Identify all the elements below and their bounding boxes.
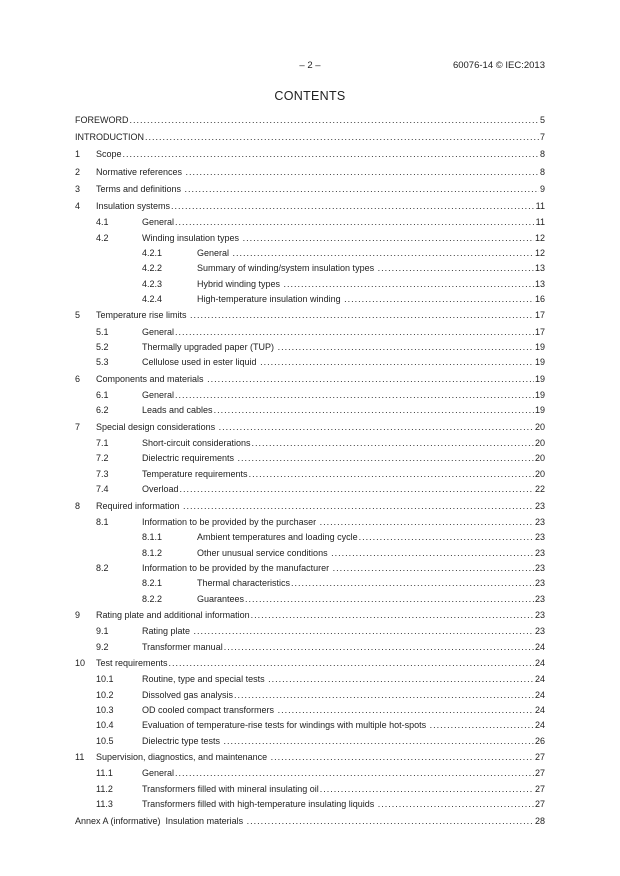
toc-entry-page: 19	[534, 405, 545, 416]
toc-entry-page: 23	[534, 578, 545, 589]
toc-entry[interactable]	[75, 112, 545, 129]
toc-entry[interactable]	[75, 292, 545, 307]
dot-leader	[234, 688, 534, 703]
toc-entry-page: 7	[539, 132, 545, 143]
toc-entry-title: Guarantees	[197, 593, 245, 604]
toc-entry-number: 10.3	[96, 705, 114, 716]
toc-entry-number: 8.2.1	[142, 578, 163, 589]
toc-entry-number: 7	[75, 421, 81, 432]
toc-entry[interactable]	[75, 129, 545, 146]
toc-entry-number: 7.1	[96, 437, 109, 448]
toc-entry-title: Other unusual service conditions	[197, 547, 331, 558]
toc-entry-title: Supervision, diagnostics, and maintenance	[96, 752, 270, 763]
toc-entry[interactable]	[75, 530, 545, 545]
toc-entry-number: 10.2	[96, 689, 114, 700]
dot-leader	[219, 419, 534, 436]
toc-entry-title: General	[197, 247, 232, 258]
toc-entry-page: 27	[534, 783, 545, 794]
page-title: CONTENTS	[274, 89, 346, 103]
toc-entry-title: Short-circuit considerations	[142, 437, 251, 448]
dot-leader	[224, 640, 534, 655]
dot-leader	[175, 388, 534, 403]
toc-entry-page: 23	[534, 516, 545, 527]
toc-entry[interactable]	[75, 561, 545, 576]
toc-entry-number: 7.2	[96, 453, 109, 464]
toc-entry-page: 23	[534, 532, 545, 543]
toc-entry-number: 4.2.2	[142, 263, 163, 274]
dot-leader	[291, 576, 534, 591]
toc-entry[interactable]	[75, 766, 545, 781]
dot-leader	[185, 181, 539, 198]
toc-entry-page: 24	[534, 658, 545, 669]
toc-entry-page: 27	[534, 768, 545, 779]
toc-entry-title: Cellulose used in ester liquid	[142, 357, 260, 368]
toc-entry-page: 19	[534, 342, 545, 353]
toc-entry-title: Normative references	[96, 166, 185, 177]
toc-entry-page: 20	[534, 453, 545, 464]
toc-entry-title: Required information	[96, 500, 183, 511]
toc-entry-title: Information to be provided by the manufacturer	[142, 562, 332, 573]
toc-entry-title: Test requirements	[96, 658, 168, 669]
toc-entry-title: Temperature requirements	[142, 468, 248, 479]
dot-leader	[359, 530, 534, 545]
toc-entry[interactable]	[75, 672, 545, 687]
dot-leader	[175, 325, 534, 340]
dot-leader	[130, 112, 539, 129]
toc-entry[interactable]	[75, 592, 545, 607]
toc-entry[interactable]	[75, 624, 545, 639]
toc-entry-title: Transformers filled with mineral insulating oil	[142, 783, 319, 794]
toc-entry-number: 4.2.3	[142, 278, 163, 289]
toc-entry-number: 3	[75, 183, 81, 194]
toc-entry-title: Scope	[96, 149, 122, 160]
toc-entry[interactable]	[75, 813, 545, 830]
toc-entry-page: 23	[534, 547, 545, 558]
toc-entry-title: INTRODUCTION	[75, 132, 144, 143]
toc-entry-title: Dielectric type tests	[142, 735, 223, 746]
toc-entry-page: 17	[534, 326, 545, 337]
toc-entry[interactable]	[75, 482, 545, 497]
toc-entry-number: 5.1	[96, 326, 109, 337]
dot-leader	[268, 672, 534, 687]
dot-leader	[378, 797, 534, 812]
toc-entry-number: 5.2	[96, 342, 109, 353]
toc-entry-page: 8	[539, 149, 545, 160]
dot-leader	[194, 624, 534, 639]
toc-entry-page: 26	[534, 735, 545, 746]
toc-entry[interactable]	[75, 419, 545, 436]
toc-entry-page: 23	[534, 562, 545, 573]
dot-leader	[331, 546, 534, 561]
toc-entry-page: 19	[534, 373, 545, 384]
toc-entry-page: 9	[539, 183, 545, 194]
toc-entry[interactable]	[75, 436, 545, 451]
toc-entry-number: 8.2.2	[142, 593, 163, 604]
dot-leader	[145, 129, 539, 146]
toc-entry[interactable]	[75, 181, 545, 198]
toc-entry-number: 6	[75, 373, 81, 384]
dot-leader	[378, 261, 534, 276]
dot-leader	[278, 340, 534, 355]
dot-leader	[260, 355, 534, 370]
toc-entry-number: 1	[75, 149, 81, 160]
toc-entry-page: 5	[539, 115, 545, 125]
toc-entry-number: 2	[75, 166, 81, 177]
toc-entry-title: Insulation systems	[96, 200, 171, 211]
toc-entry[interactable]	[75, 576, 545, 591]
toc-entry[interactable]	[75, 277, 545, 292]
dot-leader	[245, 592, 534, 607]
toc-entry-number: 4	[75, 200, 81, 211]
toc-entry-page: 16	[534, 294, 545, 305]
toc-entry[interactable]	[75, 307, 545, 324]
toc-entry-title: General	[142, 217, 175, 228]
toc-entry[interactable]	[75, 371, 545, 388]
toc-entry-title: OD cooled compact transformers	[142, 705, 277, 716]
toc-entry-title: Evaluation of temperature-rise tests for windings with multiple hot-spots	[142, 720, 429, 731]
toc-entry[interactable]	[75, 749, 545, 766]
toc-entry-number: 9	[75, 610, 81, 621]
toc-entry-title: Routine, type and special tests	[142, 674, 268, 685]
toc-entry-number: 8	[75, 500, 81, 511]
toc-entry-page: 8	[539, 166, 545, 177]
toc-entry-number: 11.3	[96, 799, 113, 810]
toc-entry-number: 8.1.2	[142, 547, 163, 558]
toc-entry-number: 10.4	[96, 720, 114, 731]
dot-leader	[169, 655, 534, 672]
toc-entry[interactable]	[75, 215, 545, 230]
toc-entry-title: Thermally upgraded paper (TUP)	[142, 342, 277, 353]
dot-leader	[214, 403, 534, 418]
dot-leader	[175, 215, 535, 230]
toc-entry-title: FOREWORD	[75, 115, 129, 125]
toc-entry[interactable]	[75, 734, 545, 749]
toc-entry-number: 9.1	[96, 626, 109, 637]
toc-entry-number: 9.2	[96, 641, 109, 652]
toc-entry[interactable]	[75, 467, 545, 482]
toc-entry-number: 5.3	[96, 357, 109, 368]
dot-leader	[333, 561, 534, 576]
dot-leader	[278, 703, 534, 718]
toc-entry-title: Transformers filled with high-temperature insulating liquids	[142, 799, 377, 810]
toc-entry-page: 11	[535, 200, 545, 211]
dot-leader	[238, 451, 534, 466]
dot-leader	[271, 749, 534, 766]
toc-entry-page: 23	[534, 593, 545, 604]
toc-entry[interactable]	[75, 703, 545, 718]
toc-entry-number: 4.2.4	[142, 294, 163, 305]
toc-entry[interactable]	[75, 355, 545, 370]
toc-entry-number: 8.1.1	[142, 532, 163, 543]
toc-entry[interactable]	[75, 688, 545, 703]
toc-entry-page: 17	[534, 310, 545, 321]
toc-entry-title: Winding insulation types	[142, 232, 242, 243]
toc-entry-page: 23	[534, 626, 545, 637]
toc-entry[interactable]	[75, 246, 545, 261]
toc-entry[interactable]	[75, 498, 545, 515]
toc-entry[interactable]	[75, 403, 545, 418]
toc-entry-title: Ambient temperatures and loading cycle	[197, 532, 358, 543]
toc-entry-title: Transformer manual	[142, 641, 223, 652]
toc-entry-page: 11	[535, 217, 545, 228]
toc-entry-page: 27	[534, 799, 545, 810]
toc-entry-page: 23	[534, 610, 545, 621]
toc-entry[interactable]	[75, 640, 545, 655]
toc-entry-page: 20	[534, 421, 545, 432]
dot-leader	[207, 371, 534, 388]
toc-entry[interactable]	[75, 325, 545, 340]
dot-leader	[320, 782, 534, 797]
toc-entry-title: Thermal characteristics	[197, 578, 291, 589]
toc-entry-page: 24	[534, 689, 545, 700]
toc-entry-page: 12	[534, 247, 545, 258]
toc-entry-page: 24	[534, 641, 545, 652]
toc-entry-number: 8.1	[96, 516, 109, 527]
dot-leader	[190, 307, 534, 324]
toc-entry-title: Special design considerations	[96, 421, 218, 432]
toc-entry-page: 20	[534, 468, 545, 479]
toc-entry-page: 24	[534, 720, 545, 731]
dot-leader	[186, 164, 539, 181]
toc-entry-title: Hybrid winding types	[197, 278, 283, 289]
dot-leader	[344, 292, 534, 307]
toc-entry-title: Terms and definitions	[96, 183, 184, 194]
toc-entry-number: 10.5	[96, 735, 114, 746]
toc-entry[interactable]	[75, 797, 545, 812]
dot-leader	[430, 718, 534, 733]
dot-leader	[123, 146, 539, 163]
toc-entry-title: Information to be provided by the purchaser	[142, 516, 319, 527]
toc-entry-title: Dissolved gas analysis	[142, 689, 234, 700]
toc-entry-number: 7.4	[96, 484, 109, 495]
toc-entry-page: 20	[534, 437, 545, 448]
toc-entry-title: Rating plate and additional information	[96, 610, 250, 621]
dot-leader	[233, 246, 534, 261]
toc-entry-title: Overload	[142, 484, 179, 495]
toc-entry-page: 12	[534, 232, 545, 243]
toc-entry[interactable]	[75, 340, 545, 355]
toc-entry-page: 22	[534, 484, 545, 495]
toc-entry-title: General	[142, 326, 175, 337]
toc-entry-title: General	[142, 768, 175, 779]
dot-leader	[180, 482, 534, 497]
toc-entry-title: General	[142, 390, 175, 401]
toc-entry[interactable]	[75, 655, 545, 672]
table-of-contents	[75, 112, 545, 830]
dot-leader	[247, 813, 534, 830]
toc-entry[interactable]	[75, 388, 545, 403]
toc-entry-page: 13	[534, 263, 545, 274]
dot-leader	[251, 607, 534, 624]
toc-entry-number: 4.1	[96, 217, 109, 228]
standard-reference: 60076-14 © IEC:2013	[452, 60, 545, 71]
toc-entry-title: Components and materials	[96, 373, 207, 384]
toc-entry[interactable]	[75, 231, 545, 246]
toc-entry-title: Rating plate	[142, 626, 193, 637]
toc-entry-title: High-temperature insulation winding	[197, 294, 344, 305]
toc-entry-title: Leads and cables	[142, 405, 213, 416]
toc-entry-page: 24	[534, 705, 545, 716]
toc-entry[interactable]	[75, 782, 545, 797]
toc-entry-page: 13	[534, 278, 545, 289]
dot-leader	[183, 498, 534, 515]
toc-entry-page: 27	[534, 752, 545, 763]
page-number: – 2 –	[299, 60, 321, 71]
toc-entry-number: 11	[75, 752, 85, 763]
dot-leader	[284, 277, 534, 292]
toc-entry-title: Dielectric requirements	[142, 453, 237, 464]
toc-entry[interactable]	[75, 261, 545, 276]
toc-entry-number: 11.2	[96, 783, 113, 794]
dot-leader	[224, 734, 534, 749]
dot-leader	[243, 231, 534, 246]
toc-entry[interactable]	[75, 546, 545, 561]
dot-leader	[252, 436, 534, 451]
toc-entry-number: 7.3	[96, 468, 109, 479]
toc-entry-number: 10	[75, 658, 86, 669]
toc-entry-number: 6.1	[96, 390, 109, 401]
toc-entry[interactable]	[75, 198, 545, 215]
dot-leader	[320, 515, 534, 530]
toc-entry-page: 19	[534, 357, 545, 368]
toc-entry-title: Temperature rise limits	[96, 310, 190, 321]
toc-entry[interactable]	[75, 515, 545, 530]
toc-entry-page: 23	[534, 500, 545, 511]
toc-entry-page: 28	[534, 815, 545, 826]
toc-entry-title: Annex A (informative) Insulation materials	[75, 815, 246, 826]
toc-entry[interactable]	[75, 164, 545, 181]
toc-entry[interactable]	[75, 718, 545, 733]
toc-entry-number: 5	[75, 310, 81, 321]
toc-entry-page: 19	[534, 390, 545, 401]
toc-entry[interactable]	[75, 451, 545, 466]
dot-leader	[171, 198, 535, 215]
toc-entry-number: 8.2	[96, 562, 109, 573]
toc-entry-number: 4.2.1	[142, 247, 163, 258]
toc-entry-number: 4.2	[96, 232, 109, 243]
toc-entry[interactable]	[75, 146, 545, 163]
dot-leader	[249, 467, 534, 482]
toc-entry-title: Summary of winding/system insulation types	[197, 263, 377, 274]
toc-entry-number: 6.2	[96, 405, 109, 416]
toc-entry-number: 10.1	[96, 674, 114, 685]
toc-entry-number: 11.1	[96, 768, 113, 779]
toc-entry-page: 24	[534, 674, 545, 685]
toc-entry[interactable]	[75, 607, 545, 624]
dot-leader	[175, 766, 534, 781]
